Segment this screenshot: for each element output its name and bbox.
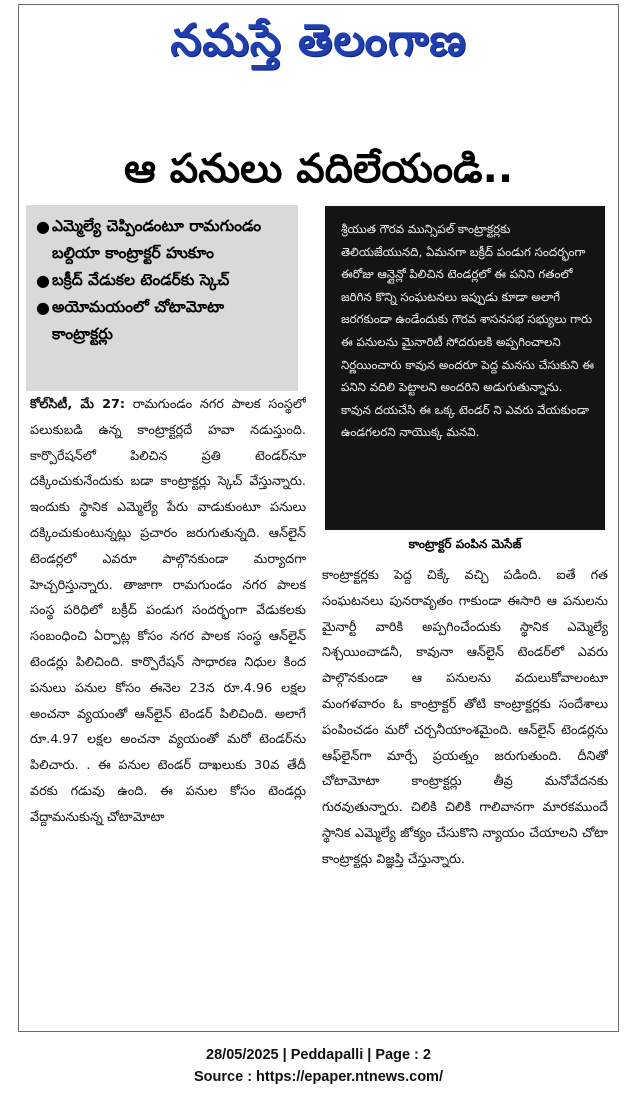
highlight-item [36,294,290,348]
footer-source: Source : https://epaper.ntnews.com/ [194,1069,443,1085]
highlight-text: ఎమ్మెల్యే చెప్పిండంటూ రామగుండం బల్దియా కాంట్రాక్టర్ హుకూం [52,217,262,262]
highlight-item [36,213,290,267]
article-body-left: రామగుండం నగర పాలక సంస్థలో పలుకుబడి ఉన్న కాంట్రాక్టర్లదే హవా నడుస్తుంది. కార్పొరేషన్‌లో పిలిచిన ప్రతి టెండర్‌నూ దక్కించుకునేందుకు బడా కాంట్రాక్టర్లు స్కెచ్ వేస్తున్నారు. ఇందుకు స్థానిక ఎమ్మెల్యే పేరు వాడుకుంటూ పనులు దక్కించుకుంటున్నట్లు ప్రచారం జరుగుతున్నది. ఆన్‌లైన్ టెండర్లలో ఎవరూ పాల్గొనకుండా మర్యాదగా హెచ్చరిస్తున్నారు. తాజాగా రామగుండం నగర పాలక సంస్థ పరిధిలో బక్రీద్ పండుగ సందర్భంగా వేడుకలకు సంబంధించి ఏర్పాట్ల కోసం నగర పాలక సంస్థ ఆన్‌లైన్ టెండర్లు పిలిచింది. కార్పొరేషన్ సాధారణ నిధుల కింద పనులు పనుల కోసం ఈనెల 23న రూ.4.96 లక్షల అంచనా వ్యయంతో ఆన్‌లైన్ టెండర్ పిలిచింది. అలాగే రూ.4.97 లక్షల అంచనా వ్యయంతో మరో టెండర్‌ను పిలిచారు. . ఈ పనుల టెండర్ దాఖలుకు 30వ తేదీ వరకు గడువు ఉంది. ఈ పనుల కోసం టెండర్లు వేద్దామనుకున్న చోటామోటా [30,397,306,825]
article-dateline: కోల్‌సిటీ, మే 27: [30,397,126,412]
bullet-icon: ● [36,271,50,290]
highlights-box [26,205,298,391]
contractor-message-box [325,206,605,530]
highlight-item [36,267,290,294]
newspaper-masthead: నమస్తే తెలంగాణ [170,15,467,66]
message-text: శ్రీయుత గౌరవ మున్సిపల్ కాంట్రాక్టర్లకు తెలియజేయునది, ఏమనగా బక్రీద్ పండుగ సందర్భంగా ఈరోజు ఆన్లైన్లో పిలిచిన టెండర్లలో ఈ పనిని గతంలో జరిగిన కొన్ని సంఘటనలు ఇప్పుడు కూడా అలాగే జరగకుండా ఉండేందుకు గౌరవ శాసనసభ సభ్యులు గారు ఈ పనులను మైనారిటీ సోదరులకి అప్పగించాలని నిర్ణయించారు కావున అందరూ పెద్ద మనసు చేసుకుని ఈ పనిని వదిలి పెట్టాలని అందరిని అడుగుతున్నాను. కావున దయచేసి ఈ ఒక్క టెండర్ ని ఎవరు వేయకుండా ఉండగలరని నాయొక్క మనవి. [341,222,594,440]
bullet-icon: ● [36,217,50,236]
footer-date-edition: 28/05/2025 | Peddapalli | Page : 2 [206,1047,431,1063]
message-caption: కాంట్రాక్టర్ పంపిన మెసేజ్ [408,537,522,551]
highlight-text: బక్రీద్ వేడుకల టెండర్‌కు స్కెచ్ [52,271,230,289]
article-body-right: కాంట్రాక్టర్లకు పెద్ద చిక్కే వచ్చి పడింది. ఐతే గత సంఘటనలు పునరావృతం గాకుండా ఈసారి ఆ పనులను మైనార్టీ వారికి అప్పగించేందుకు స్థానిక ఎమ్మెల్యే నిశ్చయించాడనీ, కావునా ఆన్‌లైన్ టెండర్‌లో ఎవరు పాల్గొనకుండా ఆ పనులను వదులుకోవాలంటూ మంగళవారం ఓ కాంట్రాక్టర్ తోటి కాంట్రాక్టర్లకు సందేశాలు పంపించడం మరో చర్చనీయాంశమైంది. ఆన్‌లైన్ టెండర్లను ఆఫ్‌లైన్‌గా మార్చే ప్రయత్నం జరుగుతుంది. దీనితో చోటామోటా కాంట్రాక్టర్లు తీవ్ర మనోవేదనకు గురవుతున్నారు. చిలికి చిలికి గాలివానగా మారకముందే స్థానిక ఎమ్మెల్యే జోక్యం చేసుకొని న్యాయం చేయాలని చోటా కాంట్రాక్టర్లు విజ్ఞప్తి చేస్తున్నారు. [322,568,608,867]
article-column-left [30,392,306,1026]
article-column-right [322,563,608,1023]
highlight-text: అయోమయంలో చోటామోటా కాంట్రాక్టర్లు [52,298,225,343]
bullet-icon: ● [36,298,50,317]
article-headline: ఆ పనులు వదిలేయండి.. [123,146,514,192]
page-footer [0,1044,637,1088]
